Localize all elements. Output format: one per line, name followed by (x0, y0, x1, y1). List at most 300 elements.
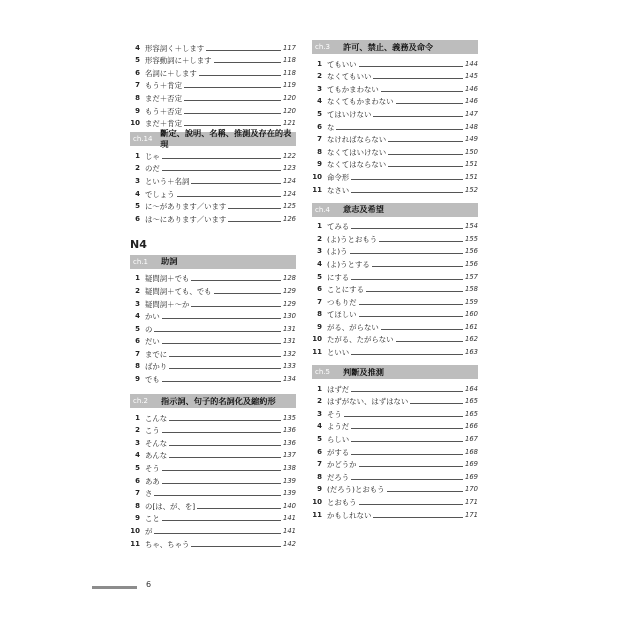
leader-line (366, 291, 463, 292)
leader-line (373, 116, 463, 117)
chapter-title: 助詞 (161, 256, 178, 267)
leader-line (228, 208, 281, 209)
leader-line (359, 304, 463, 305)
entry-number: 3 (317, 409, 322, 418)
right-column (312, 40, 478, 520)
entry-number: 2 (135, 164, 140, 173)
entry-page: 139 (283, 476, 296, 485)
entry-page: 138 (283, 464, 296, 473)
toc-entry (312, 307, 478, 320)
toc-entry (130, 523, 296, 536)
entry-number: 1 (135, 274, 140, 283)
toc-entry (130, 271, 296, 284)
entry-title: (だろう)とおもう (327, 485, 385, 495)
leader-line (162, 170, 281, 171)
leader-line (388, 166, 463, 167)
toc-entry (130, 65, 296, 78)
chapter-list-ch1 (130, 271, 296, 384)
entry-number: 10 (130, 119, 140, 128)
toc-entry (312, 469, 478, 482)
entry-page: 146 (465, 97, 478, 106)
entry-number: 7 (317, 460, 322, 469)
entry-page: 135 (283, 413, 296, 422)
chapter-number: ch.2 (133, 397, 148, 406)
entry-page: 151 (465, 172, 478, 181)
entry-title: ようだ (327, 422, 350, 432)
entry-page: 122 (283, 151, 296, 160)
toc-entry (312, 182, 478, 195)
entry-number: 4 (317, 97, 322, 106)
entry-title: 形容詞く＋します (145, 43, 205, 53)
entry-number: 11 (130, 539, 140, 548)
entry-title: ことにする (327, 285, 364, 295)
entry-page: 141 (283, 527, 296, 535)
toc-entry (312, 81, 478, 94)
leader-line (162, 483, 281, 484)
leader-line (351, 391, 463, 392)
entry-page: 163 (465, 348, 478, 357)
entry-title: でしょう (145, 189, 175, 199)
entry-title: な (327, 122, 335, 132)
entry-number: 10 (312, 172, 322, 181)
entry-title: なくてもかまわない (327, 97, 394, 107)
entry-number: 4 (317, 259, 322, 268)
toc-entry (130, 211, 296, 224)
leader-line (351, 228, 463, 229)
entry-title: 疑問詞＋ても、でも (145, 286, 212, 296)
entry-page: 159 (465, 297, 478, 306)
toc-entry (312, 144, 478, 157)
leader-line (154, 331, 281, 332)
chapter-title: 判斷及推測 (343, 366, 384, 377)
entry-page: 121 (283, 119, 296, 128)
leader-line (206, 50, 281, 51)
toc-entry (130, 186, 296, 199)
entry-page: 169 (465, 472, 478, 481)
entry-number: 3 (317, 247, 322, 256)
entry-title: そう (145, 464, 160, 474)
toc-entry (312, 381, 478, 394)
entry-number: 2 (135, 426, 140, 435)
entry-page: 141 (283, 514, 296, 523)
entry-number: 5 (135, 324, 140, 333)
toc-entry (312, 457, 478, 470)
toc-entry (130, 90, 296, 103)
entry-number: 8 (135, 93, 140, 102)
toc-entry (130, 371, 296, 384)
toc-entry (312, 256, 478, 269)
entry-title: もう＋否定 (145, 106, 182, 116)
entry-number: 5 (135, 464, 140, 473)
entry-title: まだ＋肯定 (145, 119, 182, 129)
entry-page: 165 (465, 409, 478, 418)
chapter-list-ch14 (130, 148, 296, 224)
entry-page: 157 (465, 272, 478, 281)
leader-line (396, 103, 463, 104)
leader-line (191, 306, 281, 307)
entry-page: 165 (465, 397, 478, 406)
leader-line (184, 87, 281, 88)
leader-line (372, 266, 463, 267)
entry-page: 136 (283, 426, 296, 435)
leader-line (351, 441, 463, 442)
leader-line (162, 158, 281, 159)
entry-number: 6 (135, 476, 140, 485)
toc-entry (312, 244, 478, 257)
toc-entry (312, 419, 478, 432)
entry-page: 118 (283, 56, 296, 65)
toc-entry (130, 473, 296, 486)
leader-line (350, 253, 463, 254)
entry-title: なくてはいけない (327, 147, 387, 157)
entry-title: さ (145, 489, 153, 499)
entry-number: 8 (135, 501, 140, 510)
chapter-header-ch5 (312, 365, 478, 379)
entry-page: 160 (465, 310, 478, 319)
entry-title: のだ (145, 164, 160, 174)
entry-number: 5 (317, 435, 322, 444)
entry-title: なくてもいい (327, 72, 372, 82)
leader-line (162, 432, 281, 433)
entry-title: が (145, 527, 153, 536)
entry-page: 140 (283, 501, 296, 510)
entry-title: がする (327, 447, 350, 457)
entry-page: 154 (465, 222, 478, 231)
level-heading: N4 (130, 237, 147, 251)
entry-title: もう＋肯定 (145, 81, 182, 91)
chapter-header-ch1 (130, 255, 296, 269)
toc-entry (312, 444, 478, 457)
chapter-number: ch.1 (133, 257, 148, 266)
entry-title: なさい (327, 185, 350, 195)
leader-line (169, 445, 281, 446)
entry-title: でも (145, 375, 160, 385)
leader-line (169, 356, 281, 357)
entry-number: 2 (317, 72, 322, 81)
entry-title: がる、がらない (327, 322, 379, 332)
entry-title: こう (145, 426, 160, 436)
chapter-header-ch2 (130, 394, 296, 408)
toc-entry (130, 103, 296, 116)
toc-entry (312, 169, 478, 182)
entry-page: 128 (283, 274, 296, 283)
chapter-number: ch.5 (315, 368, 330, 377)
toc-entry (130, 435, 296, 448)
leader-line (410, 403, 463, 404)
leader-line (351, 454, 463, 455)
toc-entry (312, 132, 478, 145)
toc-entry (312, 294, 478, 307)
toc-entry (130, 309, 296, 322)
entry-title: という＋名詞 (145, 176, 190, 186)
entry-page: 148 (465, 122, 478, 131)
entry-number: 6 (135, 68, 140, 77)
entry-number: 9 (135, 106, 140, 115)
leader-line (184, 125, 281, 126)
entry-page: 170 (465, 485, 478, 494)
entry-title: だろう (327, 472, 350, 482)
entry-title: なくてはならない (327, 160, 387, 170)
entry-number: 6 (317, 285, 322, 294)
toc-entry (130, 53, 296, 66)
leader-line (359, 316, 463, 317)
entry-page: 145 (465, 72, 478, 81)
entry-title: はずがない、はずはない (327, 397, 409, 407)
leader-line (388, 154, 463, 155)
entry-number: 11 (312, 185, 322, 194)
chapter-number: ch.14 (133, 135, 153, 144)
entry-number: 6 (135, 337, 140, 346)
entry-page: 123 (283, 164, 296, 173)
entry-title: ああ (145, 476, 160, 486)
toc-entry (130, 448, 296, 461)
leader-line (379, 241, 463, 242)
entry-number: 7 (135, 489, 140, 498)
toc-entry (130, 536, 296, 549)
toc-entry (312, 69, 478, 82)
entry-title: だい (145, 337, 160, 347)
entry-number: 3 (317, 84, 322, 93)
toc-entry (130, 460, 296, 473)
entry-title: (よ)うとおもう (327, 234, 378, 244)
leader-line (199, 75, 281, 76)
entry-title: (よ)う (327, 247, 348, 257)
leader-line (154, 533, 281, 534)
leader-line (197, 508, 281, 509)
entry-number: 1 (317, 59, 322, 68)
chapter-header-ch3 (312, 40, 478, 54)
toc-entry (130, 410, 296, 423)
entry-title: らしい (327, 435, 350, 445)
entry-number: 10 (312, 335, 322, 344)
toc-entry (130, 161, 296, 174)
entry-page: 134 (283, 375, 296, 384)
leader-line (169, 457, 281, 458)
entry-page: 142 (283, 539, 296, 548)
entry-page: 129 (283, 286, 296, 295)
entry-page: 156 (465, 259, 478, 268)
entry-page: 168 (465, 447, 478, 456)
entry-number: 7 (135, 349, 140, 358)
leader-line (162, 520, 281, 521)
toc-entry (312, 282, 478, 295)
entry-number: 6 (317, 122, 322, 131)
entry-page: 117 (283, 43, 296, 52)
toc-entry (130, 40, 296, 53)
chapter-header-ch4 (312, 203, 478, 217)
leader-line (373, 78, 463, 79)
entry-title: ばかり (145, 362, 168, 372)
toc-entry (312, 219, 478, 232)
entry-number: 7 (317, 135, 322, 144)
entry-page: 158 (465, 285, 478, 294)
entry-page: 162 (465, 335, 478, 344)
toc-entry (130, 359, 296, 372)
entry-number: 6 (135, 214, 140, 223)
toc-entry (130, 321, 296, 334)
leader-line (169, 420, 281, 421)
toc-entry (130, 346, 296, 359)
entry-page: 131 (283, 324, 296, 333)
chapter-title: 意志及希望 (343, 204, 384, 215)
entry-title: あんな (145, 451, 168, 461)
leader-line (351, 354, 463, 355)
chapter-header-ch14 (130, 128, 296, 150)
entry-title: そう (327, 409, 342, 419)
toc-entry (130, 296, 296, 309)
left-column (130, 40, 296, 549)
entry-page: 131 (283, 337, 296, 346)
entry-title: てほしい (327, 310, 357, 320)
entry-number: 5 (135, 56, 140, 65)
entry-number: 2 (317, 234, 322, 243)
leader-line (344, 416, 463, 417)
chapter-list-ch3 (312, 56, 478, 195)
toc-entry (312, 431, 478, 444)
entry-number: 2 (135, 286, 140, 295)
chapter-title: 指示詞、句子的名詞化及縮約形 (161, 395, 276, 406)
entry-number: 9 (317, 160, 322, 169)
entry-title: てみる (327, 222, 350, 232)
entry-title: 疑問詞＋でも (145, 274, 190, 284)
toc-entry (130, 148, 296, 161)
chapter-title: 許可、禁止、義務及命令 (343, 41, 434, 52)
toc-entry (130, 78, 296, 91)
entry-title: までに (145, 349, 168, 359)
entry-number: 1 (135, 151, 140, 160)
toc-entry (130, 116, 296, 129)
entry-number: 9 (135, 514, 140, 523)
entry-number: 5 (317, 109, 322, 118)
entry-number: 4 (135, 189, 140, 198)
leader-line (359, 466, 463, 467)
entry-page: 171 (465, 498, 478, 506)
toc-entry (312, 157, 478, 170)
leader-line (162, 318, 281, 319)
entry-number: 10 (312, 498, 322, 506)
leader-line (351, 179, 463, 180)
entry-number: 1 (317, 384, 322, 393)
entry-title: そんな (145, 438, 168, 448)
leader-line (177, 196, 281, 197)
page-number: 6 (146, 580, 152, 589)
leader-line (373, 517, 463, 518)
entry-number: 4 (317, 422, 322, 431)
entry-page: 169 (465, 460, 478, 469)
entry-title: かい (145, 312, 160, 322)
leader-line (214, 293, 281, 294)
entry-title: たがる、たがらない (327, 335, 394, 345)
entry-page: 171 (465, 510, 478, 519)
leader-line (336, 129, 463, 130)
entry-number: 1 (317, 222, 322, 231)
entry-number: 4 (135, 43, 140, 52)
toc-entry (312, 406, 478, 419)
entry-number: 5 (135, 202, 140, 211)
entry-number: 10 (130, 527, 140, 535)
entry-title: じゃ (145, 151, 160, 161)
toc-entry (130, 423, 296, 436)
entry-number: 5 (317, 272, 322, 281)
entry-title: の[は、が、を] (145, 501, 196, 511)
entry-title: 形容動詞に＋します (145, 56, 212, 66)
leader-line (191, 280, 281, 281)
entry-number: 7 (317, 297, 322, 306)
entry-title: の (145, 324, 153, 334)
entry-number: 8 (317, 472, 322, 481)
entry-title: かもしれない (327, 510, 372, 520)
entry-title: かどうか (327, 460, 357, 470)
entry-number: 6 (317, 447, 322, 456)
entry-title: つもりだ (327, 297, 357, 307)
entry-page: 129 (283, 299, 296, 308)
entry-number: 9 (317, 322, 322, 331)
entry-number: 9 (317, 485, 322, 494)
chapter-list-ch2 (130, 410, 296, 549)
leader-line (184, 100, 281, 101)
entry-page: 166 (465, 422, 478, 431)
toc-entry (312, 119, 478, 132)
toc-entry (130, 486, 296, 499)
entry-number: 8 (317, 147, 322, 156)
entry-page: 120 (283, 93, 296, 102)
entry-title: てはいけない (327, 109, 372, 119)
toc-entry (130, 199, 296, 212)
entry-number: 11 (312, 510, 322, 519)
leader-line (214, 62, 281, 63)
toc-entry (312, 507, 478, 520)
leader-line (162, 470, 281, 471)
entry-title: てもかまわない (327, 84, 379, 94)
entry-title: てもいい (327, 59, 357, 69)
entry-page: 155 (465, 234, 478, 243)
entry-page: 119 (283, 81, 296, 90)
entry-page: 139 (283, 489, 296, 498)
toc-entry (130, 283, 296, 296)
toc-entry (312, 106, 478, 119)
entry-number: 8 (135, 362, 140, 371)
entry-number: 4 (135, 312, 140, 321)
toc-entry (312, 56, 478, 69)
continued-items (130, 40, 296, 128)
leader-line (191, 183, 281, 184)
entry-number: 7 (135, 81, 140, 90)
chapter-list-ch5 (312, 381, 478, 520)
entry-number: 9 (135, 375, 140, 384)
entry-number: 11 (312, 348, 322, 357)
entry-title: はずだ (327, 384, 350, 394)
chapter-number: ch.3 (315, 43, 330, 51)
leader-line (184, 113, 281, 114)
toc-entry (312, 269, 478, 282)
entry-title: なければならない (327, 135, 387, 145)
entry-title: といい (327, 348, 350, 358)
leader-line (228, 221, 281, 222)
entry-number: 3 (135, 299, 140, 308)
leader-line (359, 504, 463, 505)
toc-entry (130, 498, 296, 511)
entry-number: 2 (317, 397, 322, 406)
chapter-number: ch.4 (315, 205, 330, 214)
leader-line (396, 341, 463, 342)
leader-line (359, 66, 463, 67)
leader-line (191, 546, 281, 547)
entry-page: 147 (465, 109, 478, 118)
entry-page: 137 (283, 451, 296, 460)
entry-title: とおもう (327, 498, 357, 507)
toc-entry (130, 511, 296, 524)
entry-page: 156 (465, 247, 478, 256)
